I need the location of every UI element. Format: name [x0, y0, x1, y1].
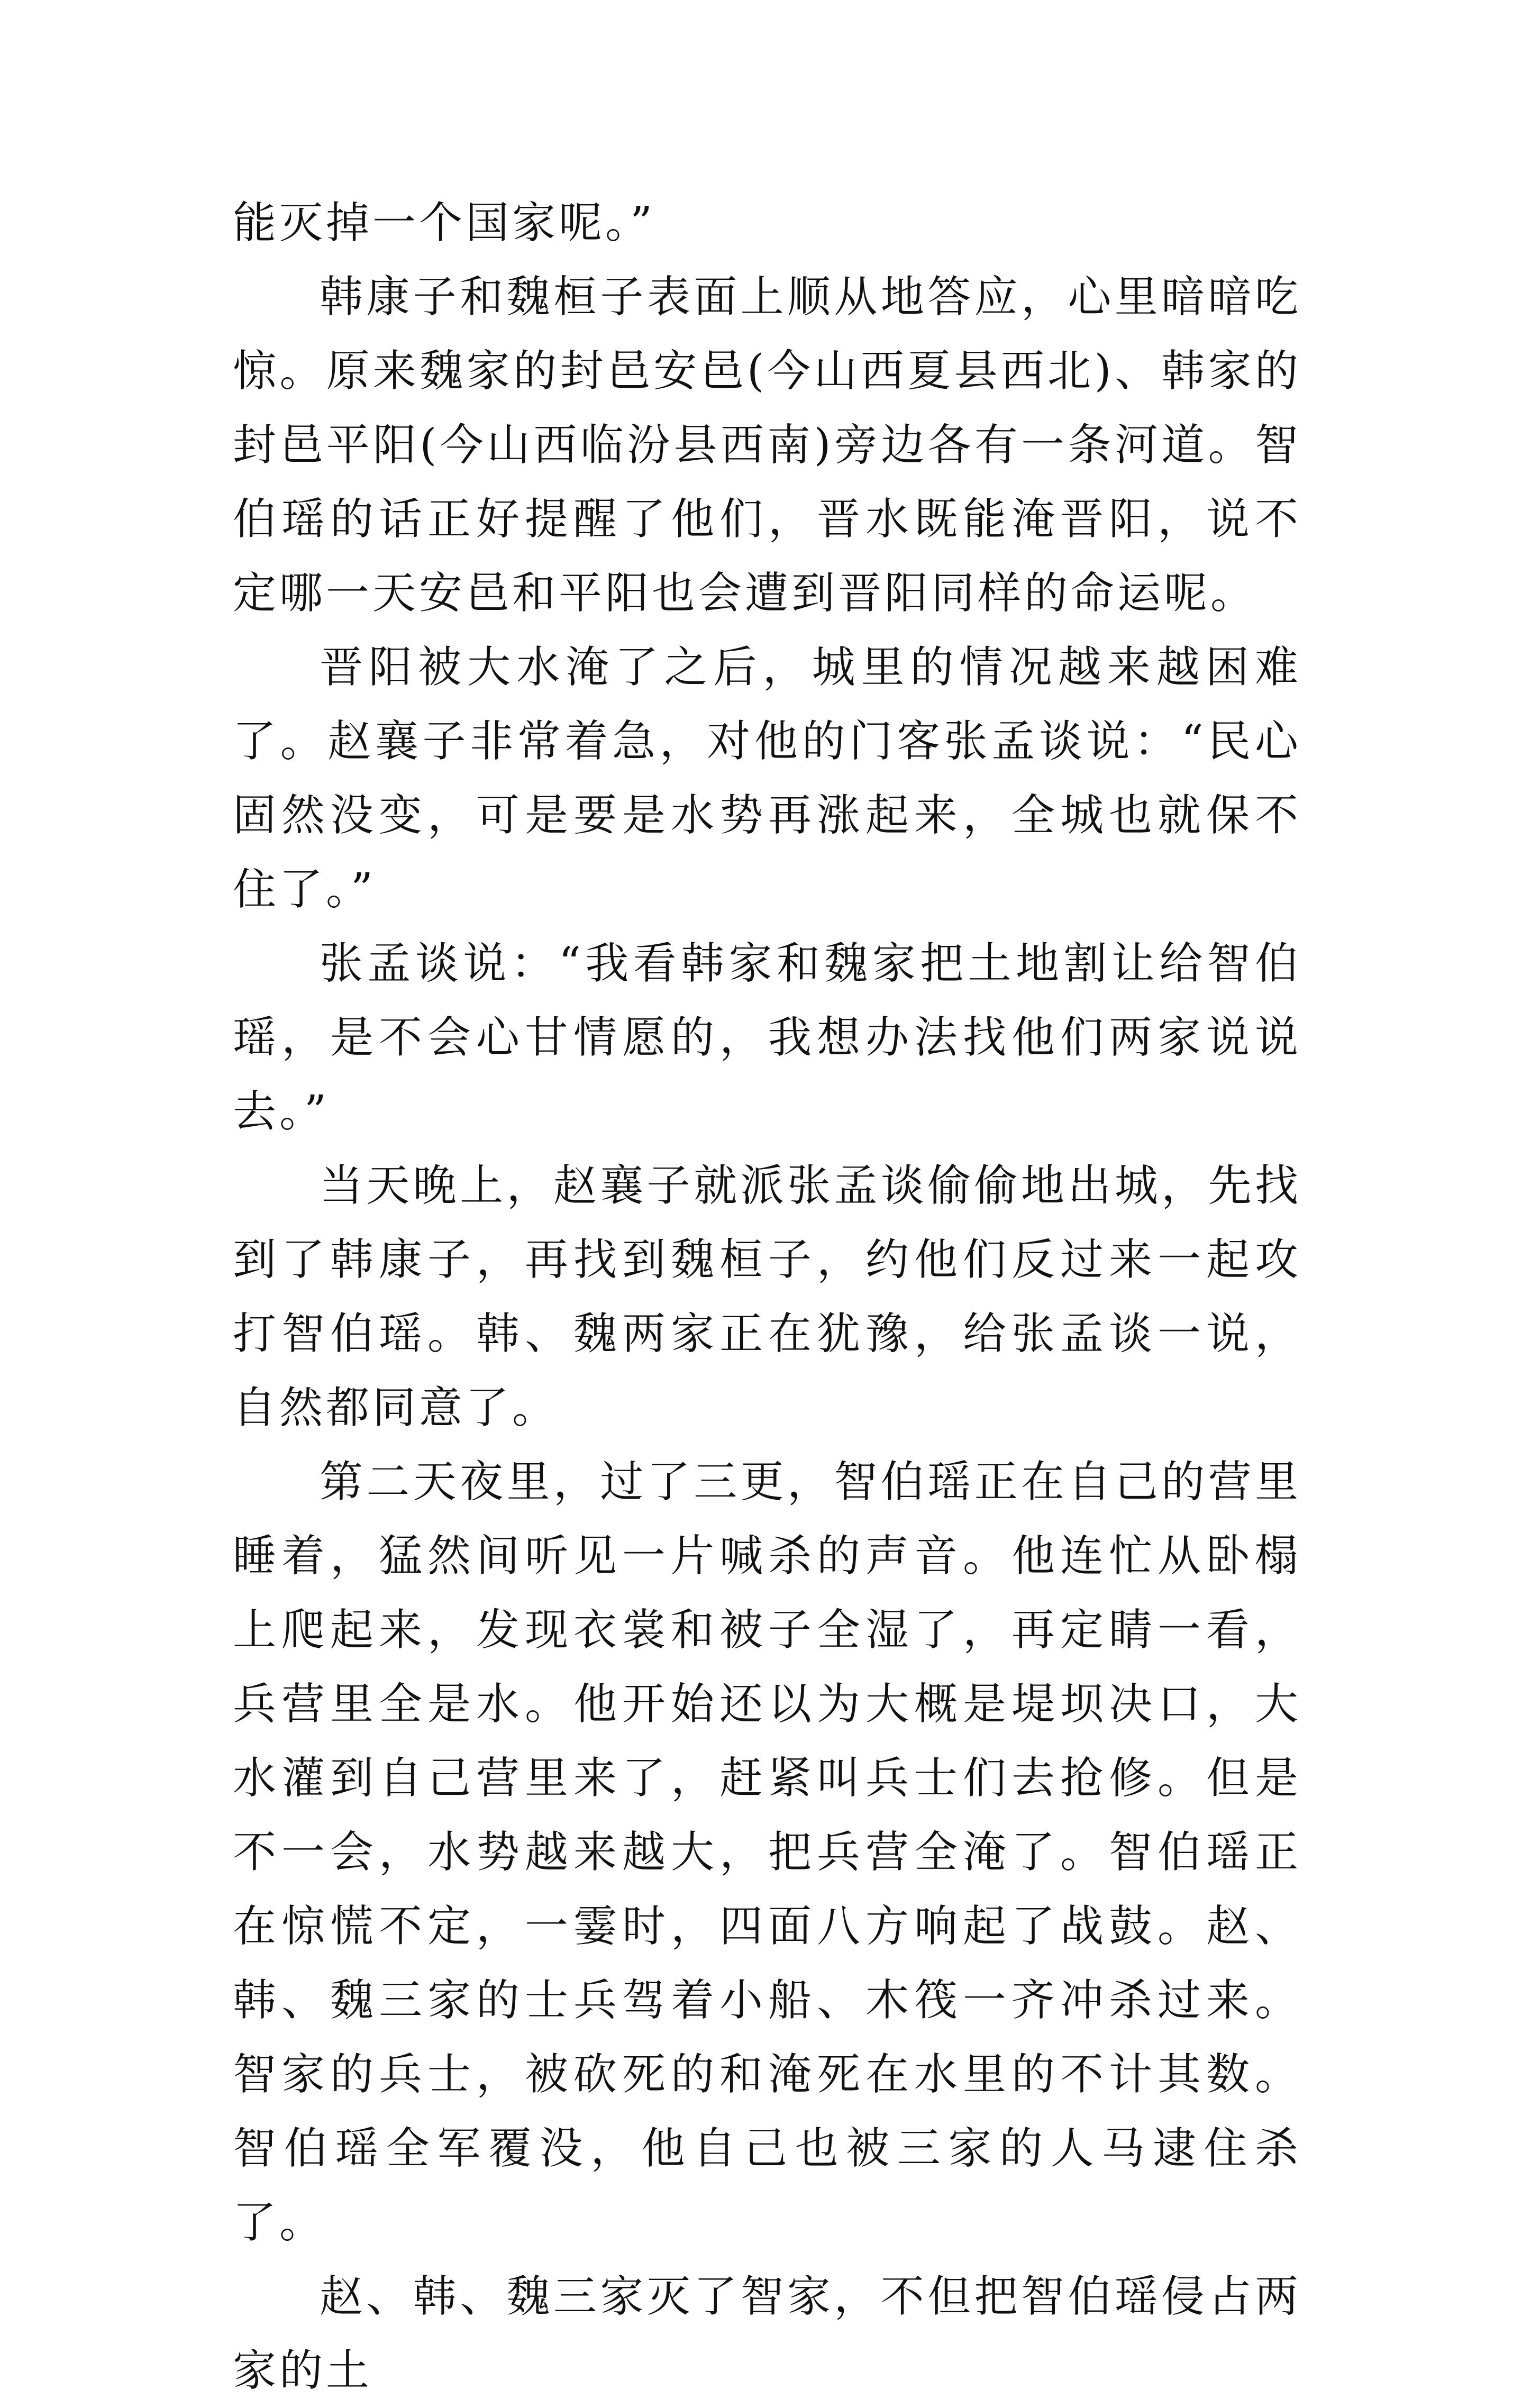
- paragraph: 晋阳被大水淹了之后，城里的情况越来越困难了。赵襄子非常着急，对他的门客张孟谈说：“民心固然没变，可是要是水势再涨起来，全城也就保不住了。”: [233, 642, 1301, 915]
- paragraph: 张孟谈说：“我看韩家和魏家把土地割让给智伯瑶，是不会心甘情愿的，我想办法找他们两家说说去。”: [233, 938, 1301, 1137]
- paragraph: 当天晚上，赵襄子就派张孟谈偷偷地出城，先找到了韩康子，再找到魏桓子，约他们反过来一起攻打智伯瑶。韩、魏两家正在犹豫，给张孟谈一说，自然都同意了。: [233, 1161, 1301, 1433]
- paragraph: 第二天夜里，过了三更，智伯瑶正在自己的营里睡着，猛然间听见一片喊杀的声音。他连忙从卧榻上爬起来，发现衣裳和被子全湿了，再定睛一看，兵营里全是水。他开始还以为大概是堤坝决口，大水灌到自己营里来了，赶紧叫兵士们去抢修。但是不一会，水势越来越大，把兵营全淹了。智伯瑶正在惊慌不定，一霎时，四面八方响起了战鼓。赵、韩、魏三家的士兵驾着小船、木筏一齐冲杀过来。智家的兵士，被砍死的和淹死在水里的不计其数。智伯瑶全军覆没，他自己也被三家的人马逮住杀了。: [233, 1457, 1301, 2248]
- paragraph: 能灭掉一个国家呢。”: [233, 198, 655, 248]
- body-text: [233, 186, 1301, 2408]
- paragraph: 赵、韩、魏三家灭了智家，不但把智伯瑶侵占两家的土: [233, 2272, 1301, 2396]
- paragraph: 韩康子和魏桓子表面上顺从地答应，心里暗暗吃惊。原来魏家的封邑安邑(今山西夏县西北)、韩家的封邑平阳(今山西临汾县西南)旁边各有一条河道。智伯瑶的话正好提醒了他们，晋水既能淹晋阳，说不定哪一天安邑和平阳也会遭到晋阳同样的命运呢。: [233, 272, 1301, 618]
